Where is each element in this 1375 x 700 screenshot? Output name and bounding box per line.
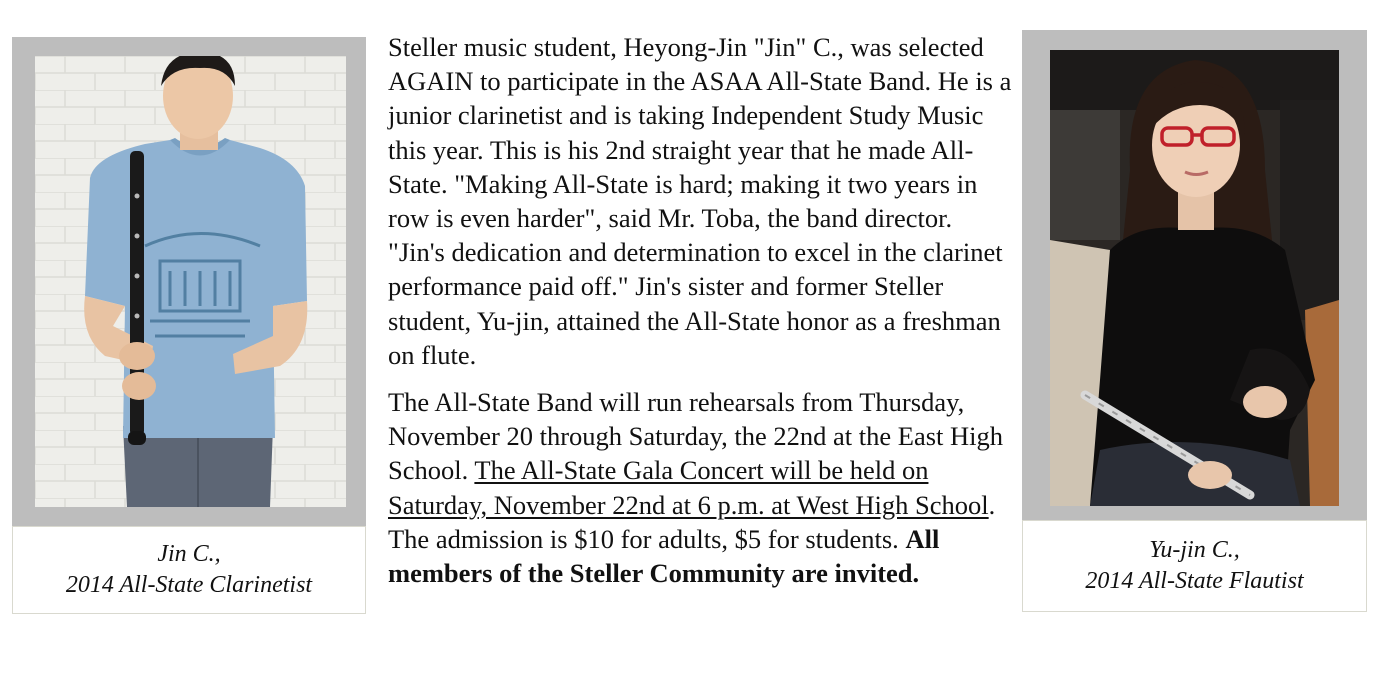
article-paragraph-2 [388, 385, 1013, 590]
paragraph-2-start: The All-State Band will run rehearsals from Thursday, November 20 through Saturday, the 22nd at the East High School. [388, 387, 1004, 486]
flautist-photo [1050, 50, 1339, 506]
right-caption-name: Yu-jin C., [1149, 537, 1240, 563]
article-body [388, 30, 1013, 603]
gala-concert-info: The All-State Gala Concert will be held on Saturday, November 22nd at 6 p.m. at West High School [388, 455, 989, 520]
clarinetist-photo [35, 56, 346, 507]
community-invitation: All members of the Steller Community are invited. [388, 523, 940, 589]
paragraph-2-middle: . The admission is $10 for adults, $5 for students. [388, 489, 996, 554]
article-paragraph-1: Steller music student, Heyong-Jin "Jin" C., was selected AGAIN to participate in the ASAA All-State Band. He is a junior clarinetist and is taking Independent Study Music this year. This is his 2nd straight year that he made All-State. "Making All-State is hard; making it two years in row is even harder", said Mr. Toba, the band director. "Jin's dedication and determination to excel in the clarinet performance paid off." Jin's sister and former Steller student, Yu-jin, attained the All-State honor as a freshman on flute. [388, 32, 1012, 370]
right-caption-title: 2014 All-State Flautist [1085, 568, 1304, 594]
left-caption-name: Jin C., [157, 541, 221, 567]
left-caption-title: 2014 All-State Clarinetist [65, 572, 313, 598]
left-photo-caption [12, 526, 366, 614]
right-photo-caption [1022, 520, 1367, 612]
